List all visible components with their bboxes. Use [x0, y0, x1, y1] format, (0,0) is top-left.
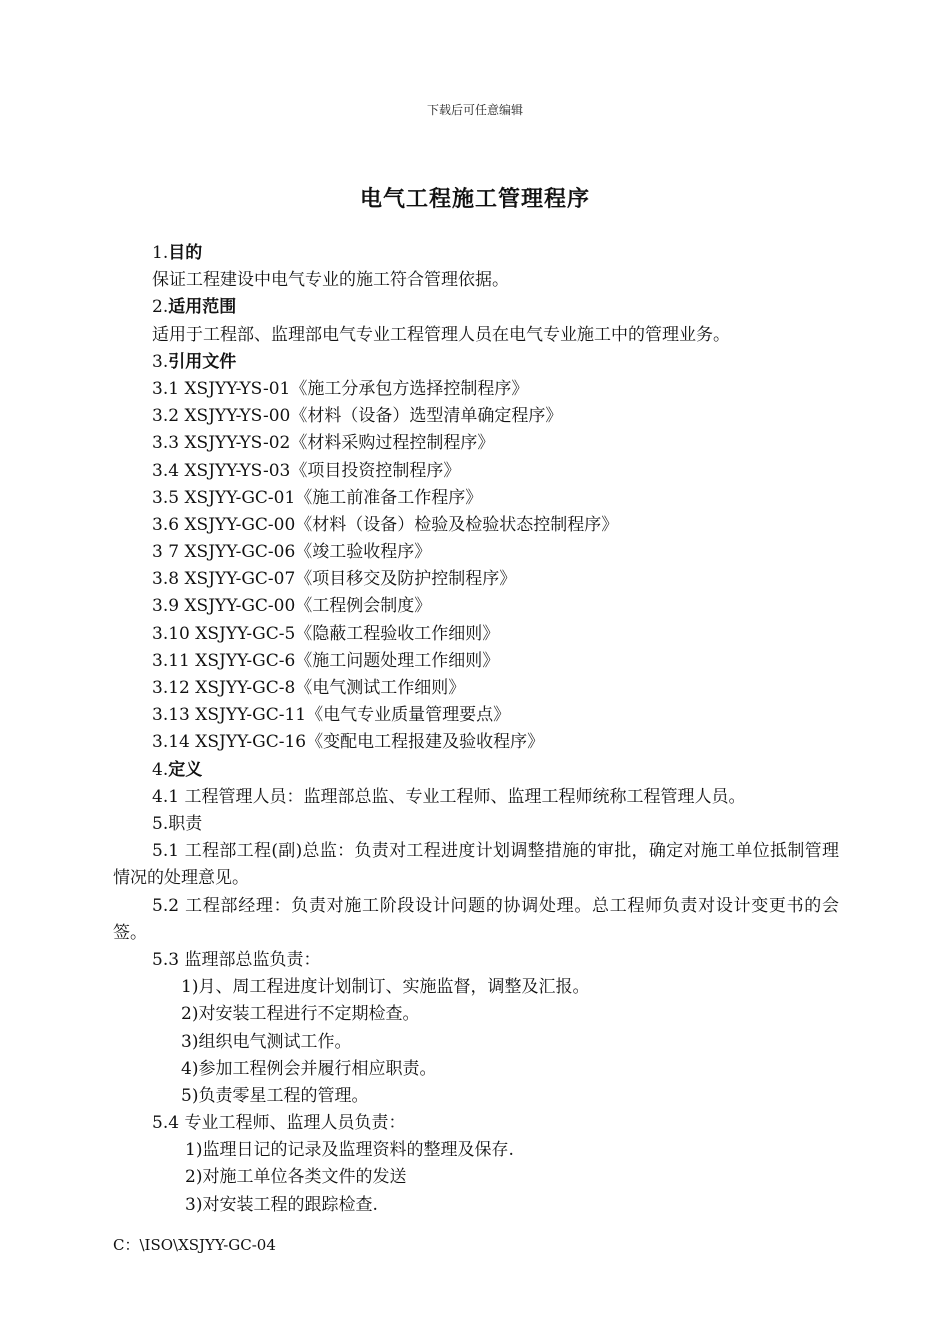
section-title: 适用范围: [168, 297, 237, 318]
section-number: 1.: [152, 243, 169, 263]
responsibility-5-2: 5.2 工程部经理：负责对施工阶段设计问题的协调处理。总工程师负责对设计变更书的会签。: [113, 895, 839, 943]
reference-item: 3.3 XSJYY-YS-02《材料采购过程控制程序》: [152, 433, 495, 454]
responsibility-5-4: 5.4 专业工程师、监理人员负责：: [152, 1113, 406, 1134]
duty-item: 1)月、周工程进度计划制订、实施监督，调整及汇报。: [181, 977, 590, 998]
reference-item: 3.6 XSJYY-GC-00《材料（设备）检验及检验状态控制程序》: [152, 514, 619, 535]
section-3-heading: [113, 349, 839, 376]
section-number: 3.: [152, 351, 169, 372]
page-header: 下载后可任意编辑: [426, 103, 523, 117]
section-5-heading: 5.职责: [152, 813, 203, 834]
responsibility-5-1: 5.1 工程部工程(副)总监：负责对工程进度计划调整措施的审批，确定对施工单位抵制管理情况的处理意见。: [113, 841, 839, 889]
duty-item: 2)对施工单位各类文件的发送: [185, 1167, 407, 1188]
duty-item: 3)组织电气测试工作。: [181, 1031, 352, 1052]
section-title: 定义: [168, 759, 203, 780]
duty-item: 4)参加工程例会并履行相应职责。: [181, 1058, 437, 1079]
section-2-text: 适用于工程部、监理部电气专业工程管理人员在电气专业施工中的管理业务。: [152, 324, 730, 345]
reference-item: 3.4 XSJYY-YS-03《项目投资控制程序》: [152, 460, 461, 481]
reference-item: 3.9 XSJYY-GC-00《工程例会制度》: [152, 596, 432, 617]
reference-item: 3.11 XSJYY-GC-6《施工问题处理工作细则》: [152, 650, 500, 671]
reference-item: 3.8 XSJYY-GC-07《项目移交及防护控制程序》: [152, 569, 517, 590]
document-body: [113, 240, 839, 1219]
section-title: 目的: [168, 243, 203, 263]
section-title: 引用文件: [168, 351, 237, 372]
reference-item: 3.14 XSJYY-GC-16《变配电工程报建及验收程序》: [152, 732, 545, 753]
section-1-heading: [113, 240, 839, 267]
reference-item: 3 7 XSJYY-GC-06《竣工验收程序》: [152, 542, 432, 563]
reference-item: 3.1 XSJYY-YS-01《施工分承包方选择控制程序》: [152, 378, 529, 399]
reference-item: 3.2 XSJYY-YS-00《材料（设备）选型清单确定程序》: [152, 406, 563, 427]
responsibility-5-3: 5.3 监理部总监负责：: [152, 949, 321, 970]
page-footer: C：\ISO\XSJYY-GC-04: [113, 1236, 276, 1254]
duty-item: 2)对安装工程进行不定期检查。: [181, 1004, 420, 1025]
section-1-text: 保证工程建设中电气专业的施工符合管理依据。: [152, 270, 509, 291]
reference-item: 3.12 XSJYY-GC-8《电气测试工作细则》: [152, 678, 466, 698]
reference-item: 3.10 XSJYY-GC-5《隐蔽工程验收工作细则》: [152, 623, 500, 644]
duty-item: 5)负责零星工程的管理。: [181, 1085, 369, 1106]
document-title: 电气工程施工管理程序: [359, 186, 590, 212]
reference-item: 3.13 XSJYY-GC-11《电气专业质量管理要点》: [152, 705, 511, 726]
section-number: 4.: [152, 759, 169, 780]
section-number: 2.: [152, 297, 169, 318]
section-2-heading: [113, 294, 839, 321]
duty-item: 1)监理日记的记录及监理资料的整理及保存.: [185, 1140, 514, 1161]
section-4-heading: [113, 757, 839, 784]
duty-item: 3)对安装工程的跟踪检查.: [185, 1194, 378, 1215]
section-4-text: 4.1 工程管理人员：监理部总监、专业工程师、监理工程师统称工程管理人员。: [152, 786, 746, 807]
reference-item: 3.5 XSJYY-GC-01《施工前准备工作程序》: [152, 487, 483, 508]
